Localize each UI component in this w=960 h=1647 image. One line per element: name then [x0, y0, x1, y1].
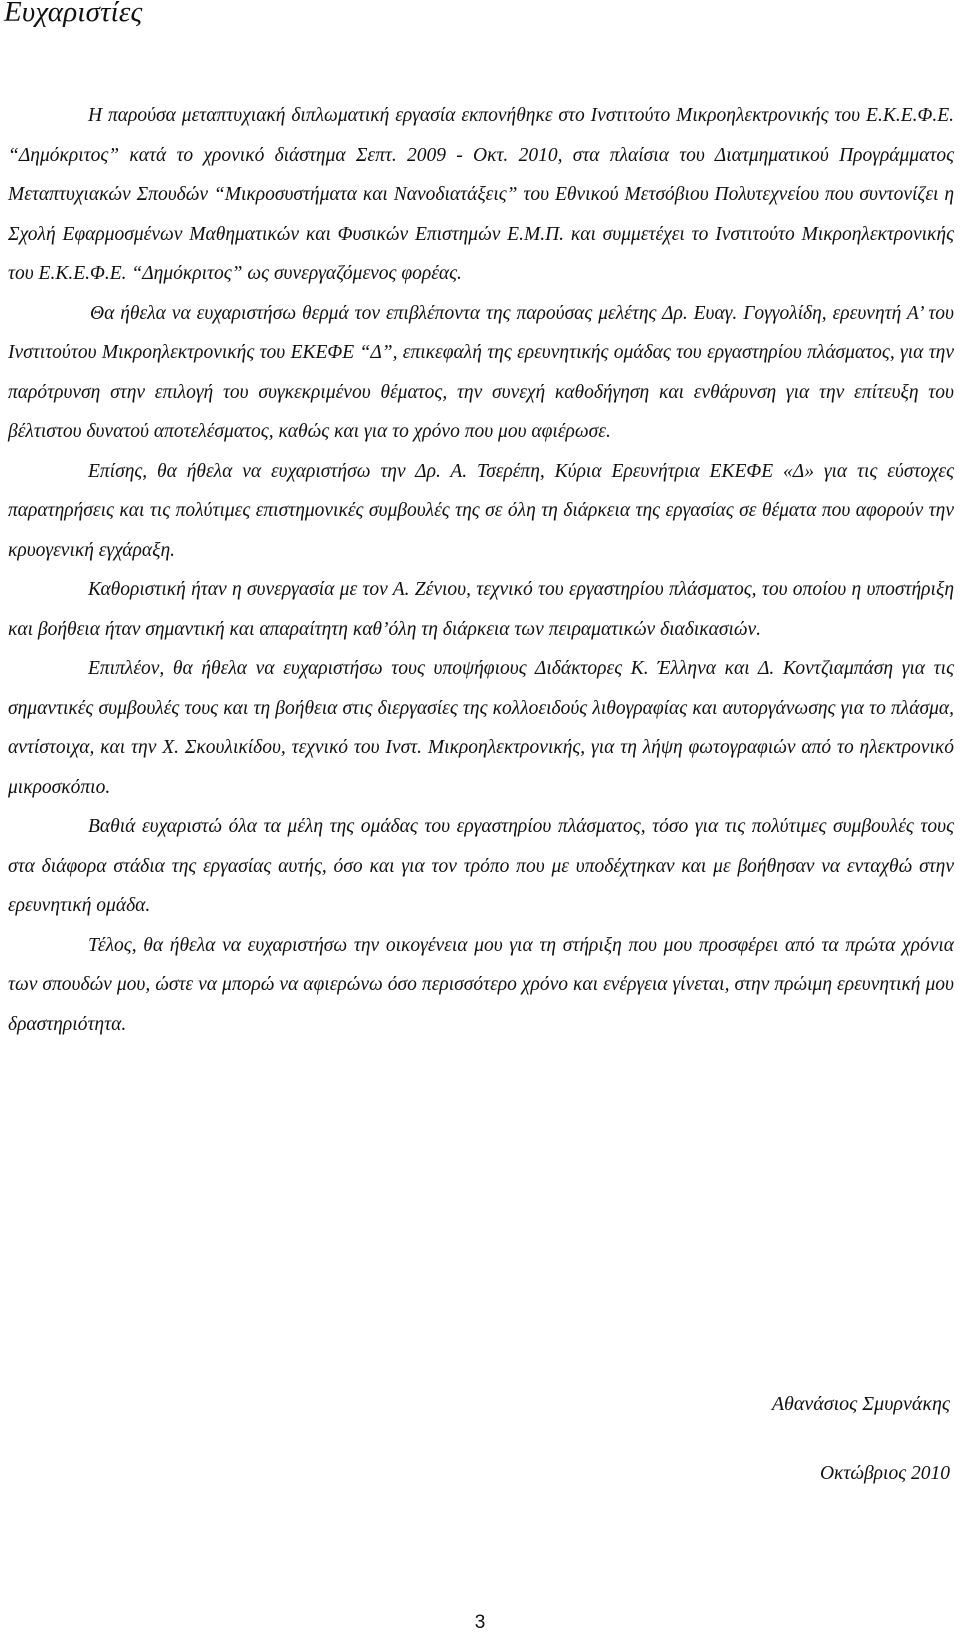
paragraph-tserepi: Επίσης, θα ήθελα να ευχαριστήσω την Δρ. Α. Τσερέπη, Κύρια Ερευνήτρια ΕΚΕΦΕ «Δ» για τις εύστοχες παρατηρήσεις και τις πολύτιμες επιστημονικές συμβουλές της σε όλη τη διάρκεια της εργασίας σε θέματα που αφορούν την κρυογενική εγχάραξη.	[8, 460, 954, 561]
signature-name: Αθανάσιος Σμυρνάκης	[771, 1393, 950, 1415]
page-number: 3	[474, 1612, 486, 1633]
paragraph-phd-candidates: Επιπλέον, θα ήθελα να ευχαριστήσω τους υποψήφιους Διδάκτορες Κ. Έλληνα και Δ. Κοντζιαμπάση για τις σημαντικές συμβουλές τους και τη βοήθεια στις διεργασίες της κολλοειδούς λιθογραφίας και αυτοργάνωσης για το πλάσμα, αντίστοιχα, και την Χ. Σκουλικίδου, τεχνικό του Ινστ. Μικροηλεκτρονικής, για τη λήψη φωτογραφιών από το ηλεκτρονικό μικροσκόπιο.	[8, 658, 954, 798]
paragraph-lab-team: Βαθιά ευχαριστώ όλα τα μέλη της ομάδας του εργαστηρίου πλάσματος, τόσο για τις πολύτιμες συμβουλές τους στα διάφορα στάδια της εργασίας αυτής, όσο και για τον τρόπο που με υποδέχτηκαν και με βοήθησαν να ενταχθώ στην ερευνητική ομάδα.	[8, 816, 954, 916]
paragraph-intro: Η παρούσα μεταπτυχιακή διπλωματική εργασία εκπονήθηκε στο Ινστιτούτο Μικροηλεκτρονικής του Ε.Κ.Ε.Φ.Ε. “Δημόκριτος” κατά το χρονικό διάστημα Σεπτ. 2009 - Οκτ. 2010, στα πλαίσια του Διατμηματικού Προγράμματος Μεταπτυχιακών Σπουδών “Μικροσυστήματα και Νανοδιατάξεις” του Εθνικού Μετσόβιου Πολυτεχνείου που συντονίζει η Σχολή Εφαρμοσμένων Μαθηματικών και Φυσικών Επιστημών Ε.Μ.Π. και συμμετέχει το Ινστιτούτο Μικροηλεκτρονικής του Ε.Κ.Ε.Φ.Ε. “Δημόκριτος” ως συνεργαζόμενος φορέας.	[8, 105, 954, 284]
paragraph-zeniou: Καθοριστική ήταν η συνεργασία με τον Α. Ζένιου, τεχνικό του εργαστηρίου πλάσματος, του οποίου η υποστήριξη και βοήθεια ήταν σημαντική και απαραίτητη καθ’όλη τη διάρκεια των πειραματικών διαδικασιών.	[8, 579, 954, 640]
paragraph-family: Τέλος, θα ήθελα να ευχαριστήσω την οικογένεια μου για τη στήριξη που μου προσφέρει από τα πρώτα χρόνια των σπουδών μου, ώστε να μπορώ να αφιερώνω όσο περισσότερο χρόνο και ενέργεια γίνεται, στην πρώιμη ερευνητική μου δραστηριότητα.	[8, 934, 954, 1035]
acknowledgements-body	[8, 96, 954, 1044]
page-title: Ευχαριστίες	[4, 0, 143, 28]
signature-date: Οκτώβριος 2010	[819, 1463, 950, 1484]
paragraph-supervisor: Θα ήθελα να ευχαριστήσω θερμά τον επιβλέποντα της παρούσας μελέτης Δρ. Ευαγ. Γογγολίδη, ερευνητή Α’ του Ινστιτούτου Μικροηλεκτρονικής του ΕΚΕΦΕ “Δ”, επικεφαλή της ερευνητικής ομάδας του εργαστηρίου πλάσματος, για την παρότρυνση στην επιλογή του συγκεκριμένου θέματος, την συνεχή καθοδήγηση και ενθάρυνση για την επίτευξη του βέλτιστου δυνατού αποτελέσματος, καθώς και για το χρόνο που μου αφιέρωσε.	[8, 302, 954, 442]
